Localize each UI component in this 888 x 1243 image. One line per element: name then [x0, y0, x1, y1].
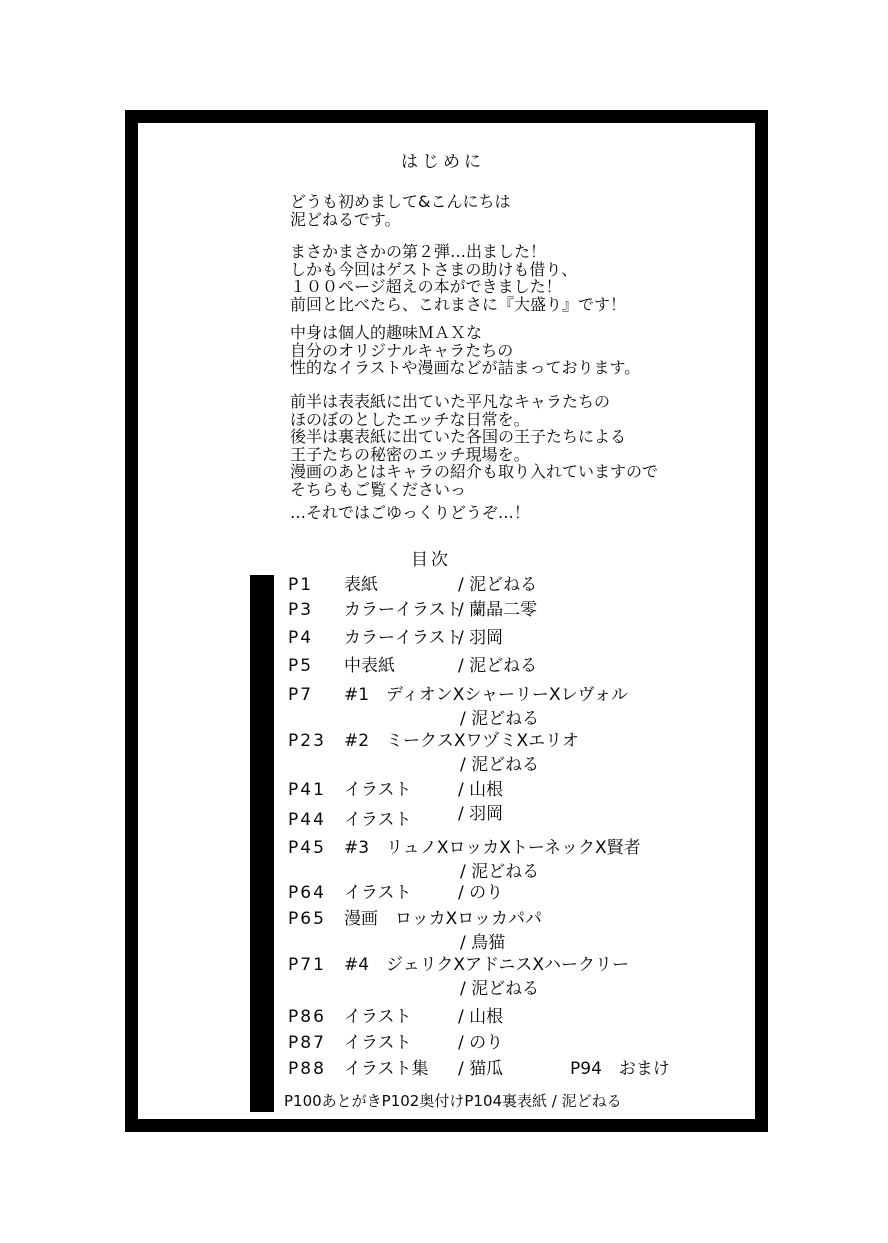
intro-line: 後半は裏表紙に出ていた各国の王子たちによる [290, 427, 627, 446]
intro-line: 王子たちの秘密のエッチ現場を。 [290, 444, 530, 464]
toc-left-bar [250, 575, 274, 1112]
toc-page: P5 [288, 656, 314, 676]
toc-title: 漫画 ロッカXロッカパパ [344, 909, 542, 929]
toc-entry [288, 685, 760, 730]
toc-author: / 山根 [458, 780, 504, 800]
toc-entry [288, 628, 760, 649]
intro-line: 性的なイラストや漫画などが詰まっております。 [290, 358, 641, 377]
toc-title: カラーイラスト [344, 628, 463, 648]
intro-line: どうも初めまして&こんにちは [290, 192, 511, 211]
toc-author: / 羽岡 [458, 804, 504, 824]
toc-page: P41 [288, 780, 326, 800]
intro-line: …それではごゆっくりどうぞ…！ [290, 503, 530, 522]
toc-entry [288, 575, 760, 596]
toc-entry [288, 731, 760, 776]
intro-line: 前半は表表紙に出ていた平凡なキャラたちの [290, 392, 611, 411]
intro-paragraph [290, 504, 530, 522]
toc-last-line: P100あとがきP102奥付けP104裏表紙 / 泥どねる [284, 1092, 622, 1110]
toc-author: / 山根 [458, 1007, 504, 1027]
toc-title: #4 ジェリクXアドニスXハークリー [344, 955, 629, 975]
toc-title: 表紙 [344, 575, 378, 595]
page-title: はじめに [401, 152, 485, 172]
toc-entry [288, 656, 760, 677]
toc-title: #1 ディオンXシャーリーXレヴォル [344, 685, 628, 705]
toc-page: P45 [288, 838, 326, 858]
intro-line: 自分のオリジナルキャラたちの [290, 340, 514, 360]
toc-author: / のり [458, 1033, 504, 1053]
toc-entry [288, 1059, 760, 1080]
intro-paragraph [290, 393, 658, 498]
intro-line: しかも今回はゲストさまの助けも借り、 [290, 259, 578, 279]
intro-paragraph [290, 324, 640, 377]
toc-title: イラスト [344, 780, 412, 800]
toc-title: カラーイラスト [344, 600, 463, 620]
toc-entry [288, 838, 760, 883]
intro-line: 前回と比べたら、これまさに『大盛り』です！ [290, 294, 627, 314]
intro-paragraph [290, 193, 510, 228]
toc-title: イラスト [344, 810, 412, 830]
toc-page: P87 [288, 1033, 326, 1053]
intro-line: まさかまさかの第２弾…出ました！ [290, 242, 547, 261]
toc-extra-entry: P94 おまけ [570, 1059, 670, 1079]
toc-author: / 羽岡 [458, 628, 504, 648]
intro-line: ほのぼのとしたエッチな日常を。 [290, 409, 530, 429]
toc-page: P86 [288, 1007, 326, 1027]
toc-page: P7 [288, 685, 314, 705]
toc-entry [288, 1007, 760, 1028]
intro-line: 漫画のあとはキャラの紹介も取り入れていますので [290, 462, 659, 481]
toc-author: / 泥どねる [460, 709, 540, 729]
toc-author: / 泥どねる [460, 862, 540, 882]
intro-paragraph [290, 243, 626, 313]
toc-title: #3 リュノXロッカXトーネックX賢者 [344, 838, 641, 858]
toc-author: / 蘭晶二零 [458, 600, 538, 620]
toc-page: P71 [288, 955, 326, 975]
toc-page: P23 [288, 731, 326, 751]
intro-line: そちらもご覧くださいっ [290, 479, 467, 499]
toc-page: P44 [288, 810, 326, 830]
toc-page: P65 [288, 909, 326, 929]
toc-page: P1 [288, 575, 314, 595]
toc-entry [288, 804, 760, 831]
toc-title: 中表紙 [344, 656, 395, 676]
toc-author: / 猫瓜 [458, 1059, 504, 1079]
toc-entry [288, 883, 760, 904]
toc-page: P64 [288, 883, 326, 903]
toc-title: イラスト集 [344, 1059, 429, 1079]
toc-page: P4 [288, 628, 314, 648]
toc-title: イラスト [344, 883, 412, 903]
toc-author: / 泥どねる [460, 755, 540, 775]
toc-heading: 目次 [411, 550, 451, 570]
toc-author: / のり [458, 883, 504, 903]
toc-entry [288, 1033, 760, 1054]
toc-title: #2 ミークスXワヅミXエリオ [344, 731, 580, 751]
toc-entry [288, 600, 760, 621]
intro-line: １００ページ超えの本ができました！ [290, 277, 562, 296]
toc-page: P88 [288, 1059, 326, 1079]
toc-entry [288, 955, 760, 1000]
toc-author: / 泥どねる [458, 656, 538, 676]
intro-line: 中身は個人的趣味ＭＡＸな [290, 323, 483, 342]
toc-entry [288, 780, 760, 801]
intro-line: 泥どねるです。 [290, 209, 401, 229]
toc-title: イラスト [344, 1033, 412, 1053]
toc-author: / 泥どねる [460, 979, 540, 999]
toc-title: イラスト [344, 1007, 412, 1027]
toc-entry [288, 909, 760, 954]
toc-page: P3 [288, 600, 314, 620]
toc-author: / 鳥猫 [460, 933, 506, 953]
toc-author: / 泥どねる [458, 575, 538, 595]
